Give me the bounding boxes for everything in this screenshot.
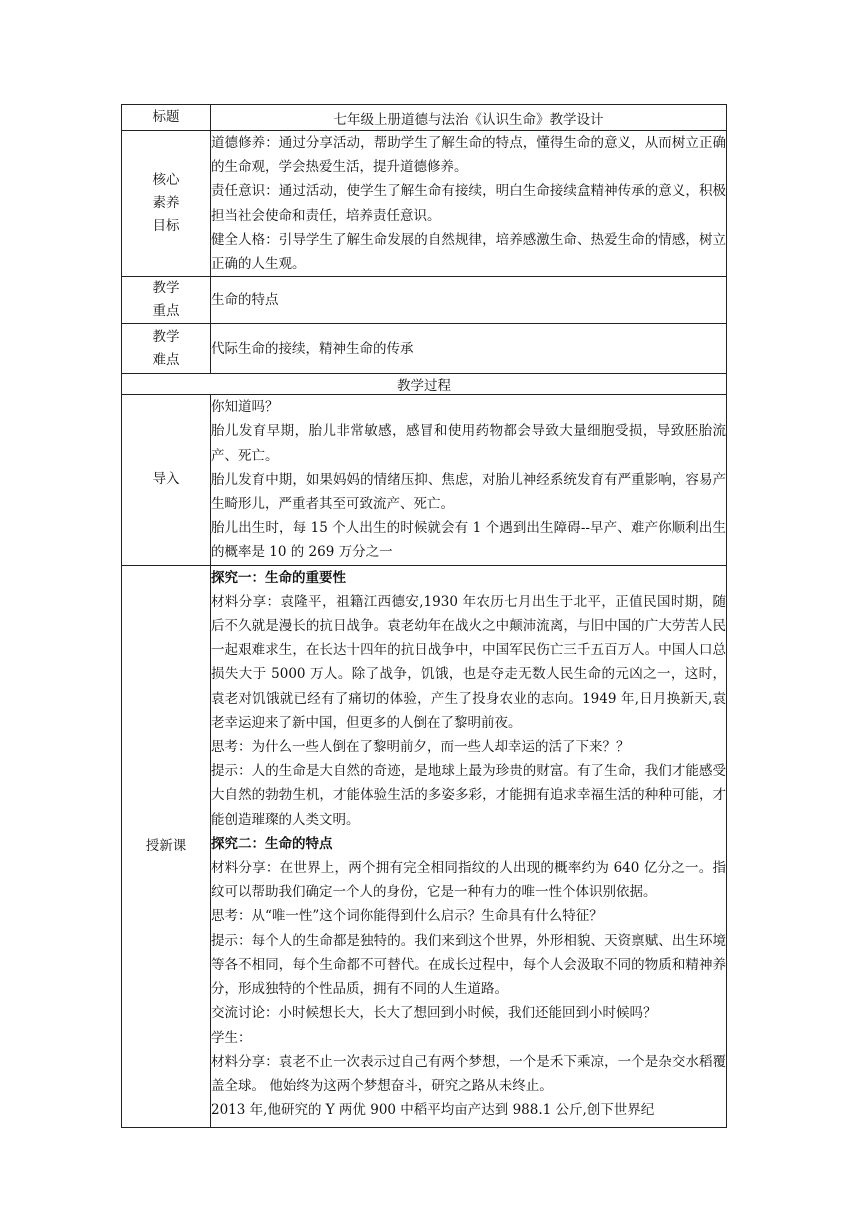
record-text: 2013 年,他研究的 Y 两优 900 中稻平均亩产达到 988.1 公斤,创下世界纪 bbox=[211, 1102, 655, 1119]
new-lesson-row bbox=[122, 565, 727, 1127]
goal-moral: 道德修养：通过分享活动，帮助学生了解生命的特点，懂得生命的意义，从而树立正确的生命观，学会热爱生活，提升道德修养。 bbox=[211, 135, 726, 176]
material-share: 材料分享：袁老不止一次表示过自己有两个梦想，一个是禾下乘凉，一个是杂交水稻覆盖全球。 他始终为这两个梦想奋斗，研究之路从未终止。 bbox=[211, 1053, 726, 1094]
intro-content bbox=[211, 395, 727, 565]
lesson-plan-table bbox=[121, 104, 727, 1128]
think-question: 思考：从“唯一性”这个词你能得到什么启示？生命具有什么特征？ bbox=[211, 908, 603, 925]
student-text: 学生： bbox=[211, 1029, 252, 1046]
difficulty-row bbox=[122, 324, 727, 374]
hint-text: 提示：每个人的生命都是独特的。我们来到这个世界，外形相貌、天资禀赋、出生环境等各不相同，每个生命都不可替代。在成长过程中，每个人会汲取不同的物质和精神养分，形成独特的个性品质，拥有不同的人生道路。 bbox=[211, 932, 726, 998]
new-lesson-label: 授新课 bbox=[122, 565, 211, 1127]
core-goals-content bbox=[211, 131, 727, 277]
key-point-row bbox=[122, 277, 727, 324]
material-share: 材料分享：在世界上，两个拥有完全相同指纹的人出现的概率约为 640 亿分之一。指纹可以帮助我们确定一个人的身份，它是一种有力的唯一性个体识别依据。 bbox=[211, 860, 726, 901]
intro-line: 胎儿发育早期，胎儿非常敏感，感冒和使用药物都会导致大量细胞受损，导致胚胎流产、死亡。 bbox=[211, 423, 726, 464]
core-goals-label: 核心 素养 目标 bbox=[122, 131, 211, 277]
core-goals-row bbox=[122, 131, 727, 277]
hint-text: 提示：人的生命是大自然的奇迹，是地球上最为珍贵的财富。有了生命，我们才能感受大自然的勃勃生机，才能体验生活的多姿多彩，才能拥有追求幸福生活的种种可能，才能创造璀璨的人类文明。 bbox=[211, 763, 726, 828]
discussion-text: 交流讨论：小时候想长大，长大了想回到小时候，我们还能回到小时候吗？ bbox=[211, 1005, 657, 1022]
difficulty-value: 代际生命的接续，精神生命的传承 bbox=[211, 324, 727, 374]
goal-responsibility: 责任意识：通过活动，使学生了解生命有接续，明白生命接续盒精神传承的意义，积极担当社会使命和责任，培养责任意识。 bbox=[211, 183, 726, 224]
intro-label: 导入 bbox=[122, 395, 211, 565]
difficulty-label: 教学 难点 bbox=[122, 324, 211, 374]
key-point-label: 教学 重点 bbox=[122, 277, 211, 324]
intro-line: 你知道吗？ bbox=[211, 399, 279, 416]
process-heading: 教学过程 bbox=[122, 374, 727, 395]
section-heading: 探究一：生命的重要性 bbox=[211, 569, 346, 586]
key-point-value: 生命的特点 bbox=[211, 277, 727, 324]
process-heading-row bbox=[122, 374, 727, 395]
material-share: 材料分享：袁隆平，祖籍江西德安,1930 年农历七月出生于北平，正值民国时期，随后不久就是漫长的抗日战争。袁老幼年在战火之中颠沛流离，与旧中国的广大劳苦人民一起艰难求生，在长达十四年的抗日战争中，中国军民伤亡三千五百万人。中国人口总损失大于 5000 万人。除了战争，饥饿，也是夺走无数人民生命的元凶之一，这时，袁老对饥饿就已经有了痛切的体验，产生了投身农业的志向。1949 年,日月换新天,袁老幸运迎来了新中国，但更多的人倒在了黎明前夜。 bbox=[211, 593, 726, 731]
new-lesson-content bbox=[211, 565, 727, 1127]
section-heading: 探究二：生命的特点 bbox=[211, 835, 333, 852]
lesson-title: 七年级上册道德与法治《认识生命》教学设计 bbox=[211, 105, 727, 131]
intro-line: 胎儿发育中期，如果妈妈的情绪压抑、焦虑，对胎儿神经系统发育有严重影响，容易产生畸形儿，严重者其至可致流产、死亡。 bbox=[211, 471, 726, 513]
intro-line: 胎儿出生时，每 15 个人出生的时候就会有 1 个遇到出生障碍--早产、难产你顺利出生的概率是 10 的 269 万分之一 bbox=[211, 520, 726, 561]
intro-row bbox=[122, 395, 727, 565]
goal-personality: 健全人格：引导学生了解生命发展的自然规律，培养感激生命、热爱生命的情感，树立正确的人生观。 bbox=[211, 231, 726, 273]
title-row bbox=[122, 105, 727, 131]
title-label: 标题 bbox=[122, 105, 211, 131]
think-question: 思考：为什么一些人倒在了黎明前夕，而一些人却幸运的活了下来？？ bbox=[211, 739, 630, 756]
